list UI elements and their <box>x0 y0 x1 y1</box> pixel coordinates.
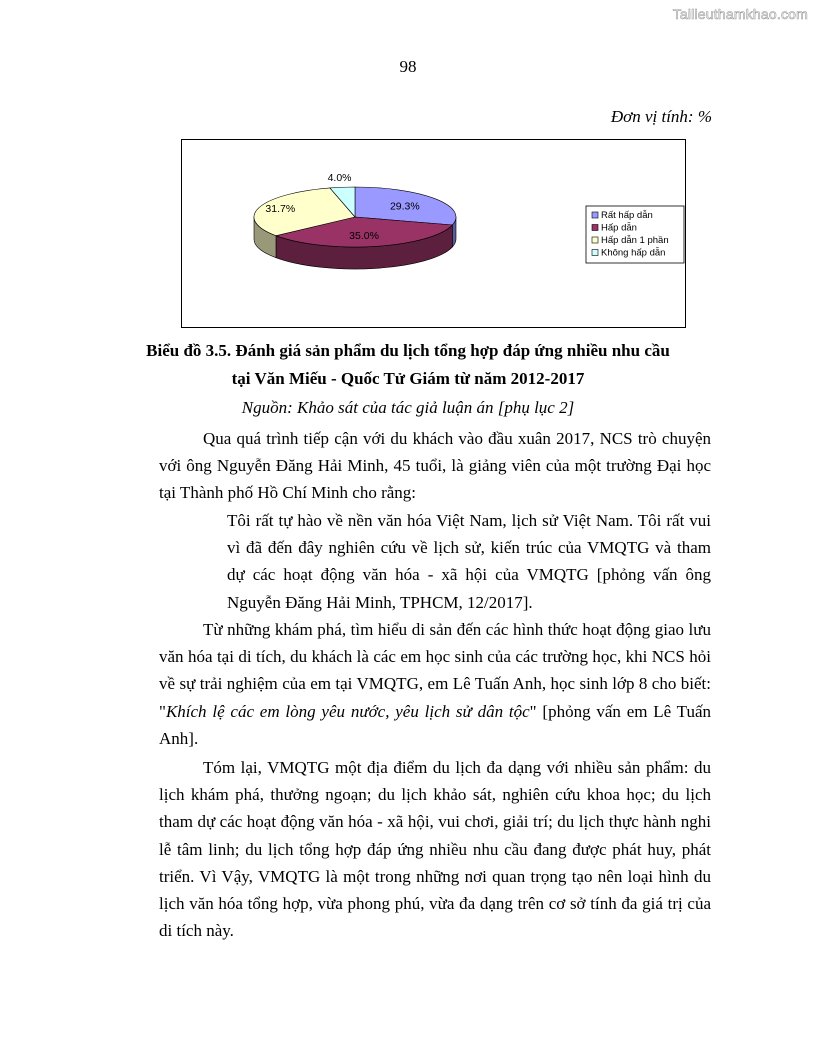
page-number: 98 <box>399 57 417 76</box>
paragraph-3: Tóm lại, VMQTG một địa điểm du lịch đa dạng với nhiều sản phẩm: du lịch khám phá, thưởng ngoạn; du lịch khảo sát, nghiên cứu khoa học; du lịch tham dự các hoạt động văn hóa - xã hội, vui chơi, giải trí; du lịch thực hành nghi lễ tâm linh; du lịch tổng hợp đáp ứng nhiều nhu cầu đang được phát huy, phát triển. Vì Vậy, VMQTG là một trong những nơi quan trọng tạo nên loại hình du lịch văn hóa tổng hợp, vừa phong phú, vừa đa dạng trên cơ sở tính đa giá trị của di tích này. <box>159 758 711 941</box>
legend-swatch-2 <box>592 237 598 243</box>
chart-caption-line-1: Biểu đồ 3.5. Đánh giá sản phẩm du lịch tổng hợp đáp ứng nhiều nhu cầu <box>146 341 670 360</box>
chart-legend <box>586 206 684 263</box>
pie-value-label-0: 29.3% <box>389 200 420 213</box>
paragraph-2-quote: Khích lệ các em lòng yêu nước, yêu lịch sử dân tộc <box>165 701 530 721</box>
paragraph-2-start: Từ những khám phá, tìm hiểu di sản đến các hình thức hoạt động giao lưu văn hóa tại di tích, du khách là các em học sinh của các trường học, khi NCS hỏi về sự trải nghiệm của em tại VMQTG, em Lê Tuấn Anh, học sinh lớp 8 cho biết: " <box>159 620 711 721</box>
legend-swatch-0 <box>592 212 598 218</box>
paragraph-2 <box>159 616 711 752</box>
chart-caption-line-2: tại Văn Miếu - Quốc Tử Giám từ năm 2012-2017 <box>231 369 585 388</box>
legend-swatch-1 <box>592 225 598 231</box>
unit-note: Đơn vị tính: % <box>610 107 712 126</box>
legend-label-1: Hấp dẫn <box>601 222 637 234</box>
legend-label-3: Không hấp dẫn <box>601 247 666 259</box>
pie-value-label-2: 31.7% <box>265 203 296 216</box>
pie-value-label-1: 35.0% <box>349 230 379 243</box>
pie-value-label-3: 4.0% <box>327 172 352 185</box>
legend-label-2: Hấp dẫn 1 phần <box>601 235 669 246</box>
watermark: Tailieuthamkhao.com <box>672 6 808 22</box>
pie-chart-frame <box>181 139 686 328</box>
legend-label-0: Rất hấp dẫn <box>601 210 653 221</box>
paragraph-2-end: " [phỏng vấn em Lê Tuấn Anh]. <box>159 701 712 748</box>
legend-swatch-3 <box>592 250 598 256</box>
paragraph-1: Qua quá trình tiếp cận với du khách vào đầu xuân 2017, NCS trò chuyện với ông Nguyễn Đăng Hải Minh, 45 tuổi, là giảng viên của một trường Đại học tại Thành phố Hồ Chí Minh cho rằng: <box>159 429 711 503</box>
interview-quote: Tôi rất tự hào về nền văn hóa Việt Nam, lịch sử Việt Nam. Tôi rất vui vì đã đến đây nghiên cứu về lịch sử, kiến trúc của VMQTG và tham dự các hoạt động văn hóa - xã hội của VMQTG [phỏng vấn ông Nguyễn Đăng Hải Minh, TPHCM, 12/2017]. <box>227 511 711 612</box>
pie-chart <box>182 140 685 327</box>
chart-source: Nguồn: Khảo sát của tác giả luận án [phụ lục 2] <box>241 398 575 417</box>
